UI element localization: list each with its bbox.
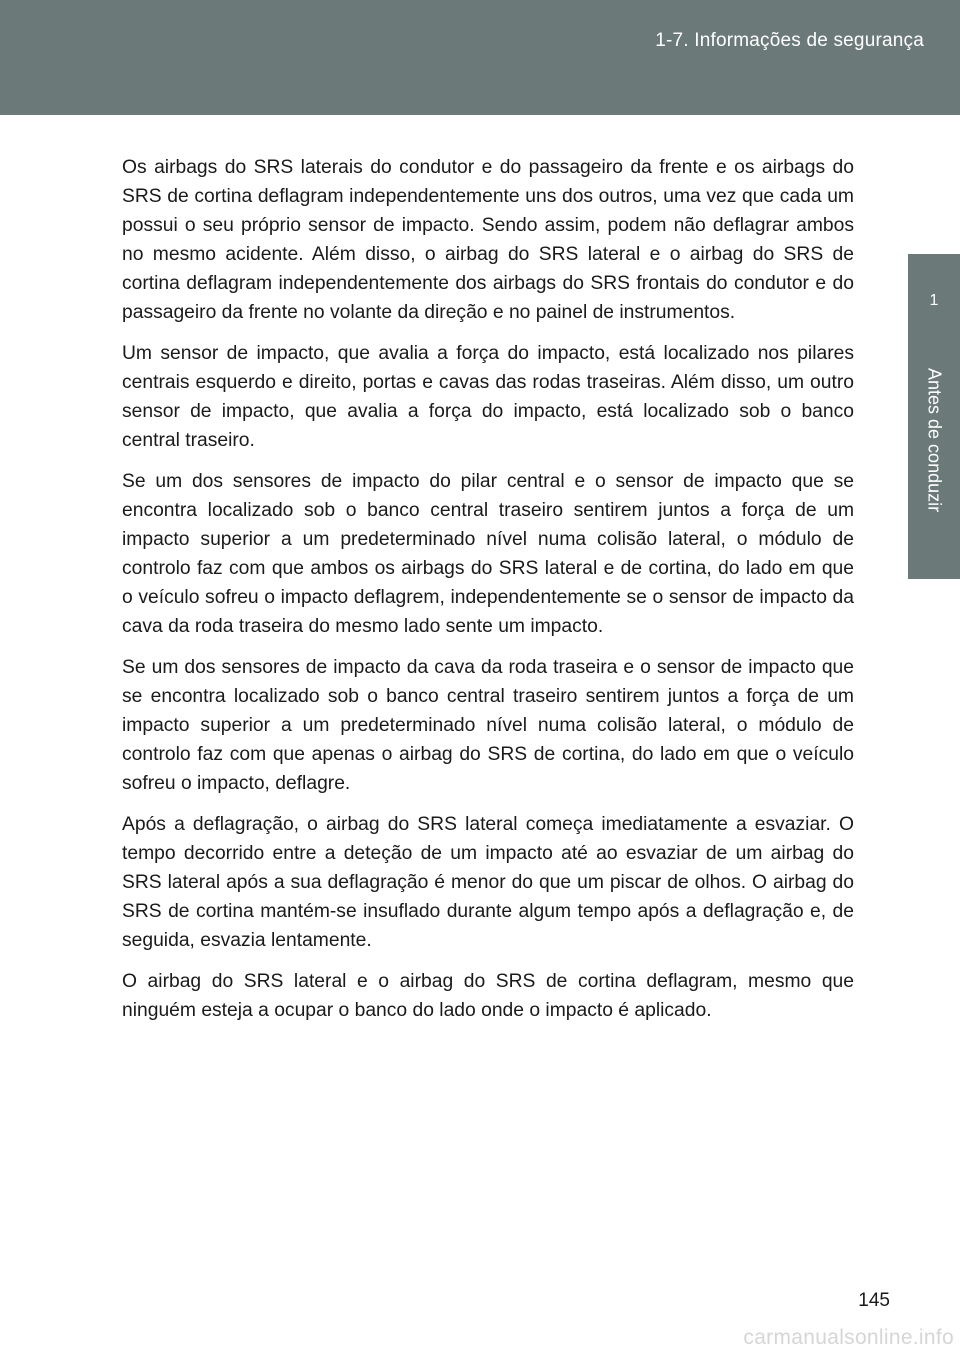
paragraph: Se um dos sensores de impacto da cava da roda traseira e o sensor de impacto que se encontra localizado sob o banco central traseiro sentirem juntos a força de um impacto superior a um predeterminado nível numa colisão lateral, o módulo de controlo faz com que apenas o airbag do SRS de cortina, do lado em que o veículo sofreu o impacto, deflagre. xyxy=(122,657,854,794)
watermark: carmanualsonline.info xyxy=(743,1326,954,1349)
section-title: 1-7. Informações de segurança xyxy=(655,30,924,51)
body-text xyxy=(122,153,854,1037)
page-number: 145 xyxy=(858,1290,890,1311)
chapter-label: Antes de conduzir xyxy=(924,368,945,513)
paragraph: Um sensor de impacto, que avalia a força do impacto, está localizado nos pilares centrais esquerdo e direito, portas e cavas das rodas traseiras. Além disso, um outro sensor de impacto, que avalia a força do impacto, está localizado sob o banco central traseiro. xyxy=(122,343,854,451)
paragraph: O airbag do SRS lateral e o airbag do SRS de cortina deflagram, mesmo que ninguém esteja a ocupar o banco do lado onde o impacto é aplicado. xyxy=(122,971,854,1021)
chapter-number: 1 xyxy=(929,292,939,309)
chapter-number-tab xyxy=(908,254,960,354)
header-bar xyxy=(0,0,960,115)
paragraph: Após a deflagração, o airbag do SRS lateral começa imediatamente a esvaziar. O tempo decorrido entre a deteção de um impacto até ao esvaziar de um airbag do SRS lateral após a sua deflagração é menor do que um piscar de olhos. O airbag do SRS de cortina mantém-se insuflado durante algum tempo após a deflagração e, de seguida, esvazia lentamente. xyxy=(122,814,854,951)
paragraph: Os airbags do SRS laterais do condutor e do passageiro da frente e os airbags do SRS de cortina deflagram independentemente uns dos outros, uma vez que cada um possui o seu próprio sensor de impacto. Sendo assim, podem não deflagrar ambos no mesmo acidente. Além disso, o airbag do SRS lateral e o airbag do SRS de cortina deflagram independentemente dos airbags do SRS frontais do condutor e do passageiro da frente no volante da direção e no painel de instrumentos. xyxy=(122,157,854,323)
paragraph: Se um dos sensores de impacto do pilar central e o sensor de impacto que se encontra localizado sob o banco central traseiro sentirem juntos a força de um impacto superior a um predeterminado nível numa colisão lateral, o módulo de controlo faz com que ambos os airbags do SRS lateral e de cortina, do lado em que o veículo sofreu o impacto deflagrem, independentemente se o sensor de impacto da cava da roda traseira do mesmo lado sente um impacto. xyxy=(122,471,854,637)
chapter-tab xyxy=(908,354,960,579)
